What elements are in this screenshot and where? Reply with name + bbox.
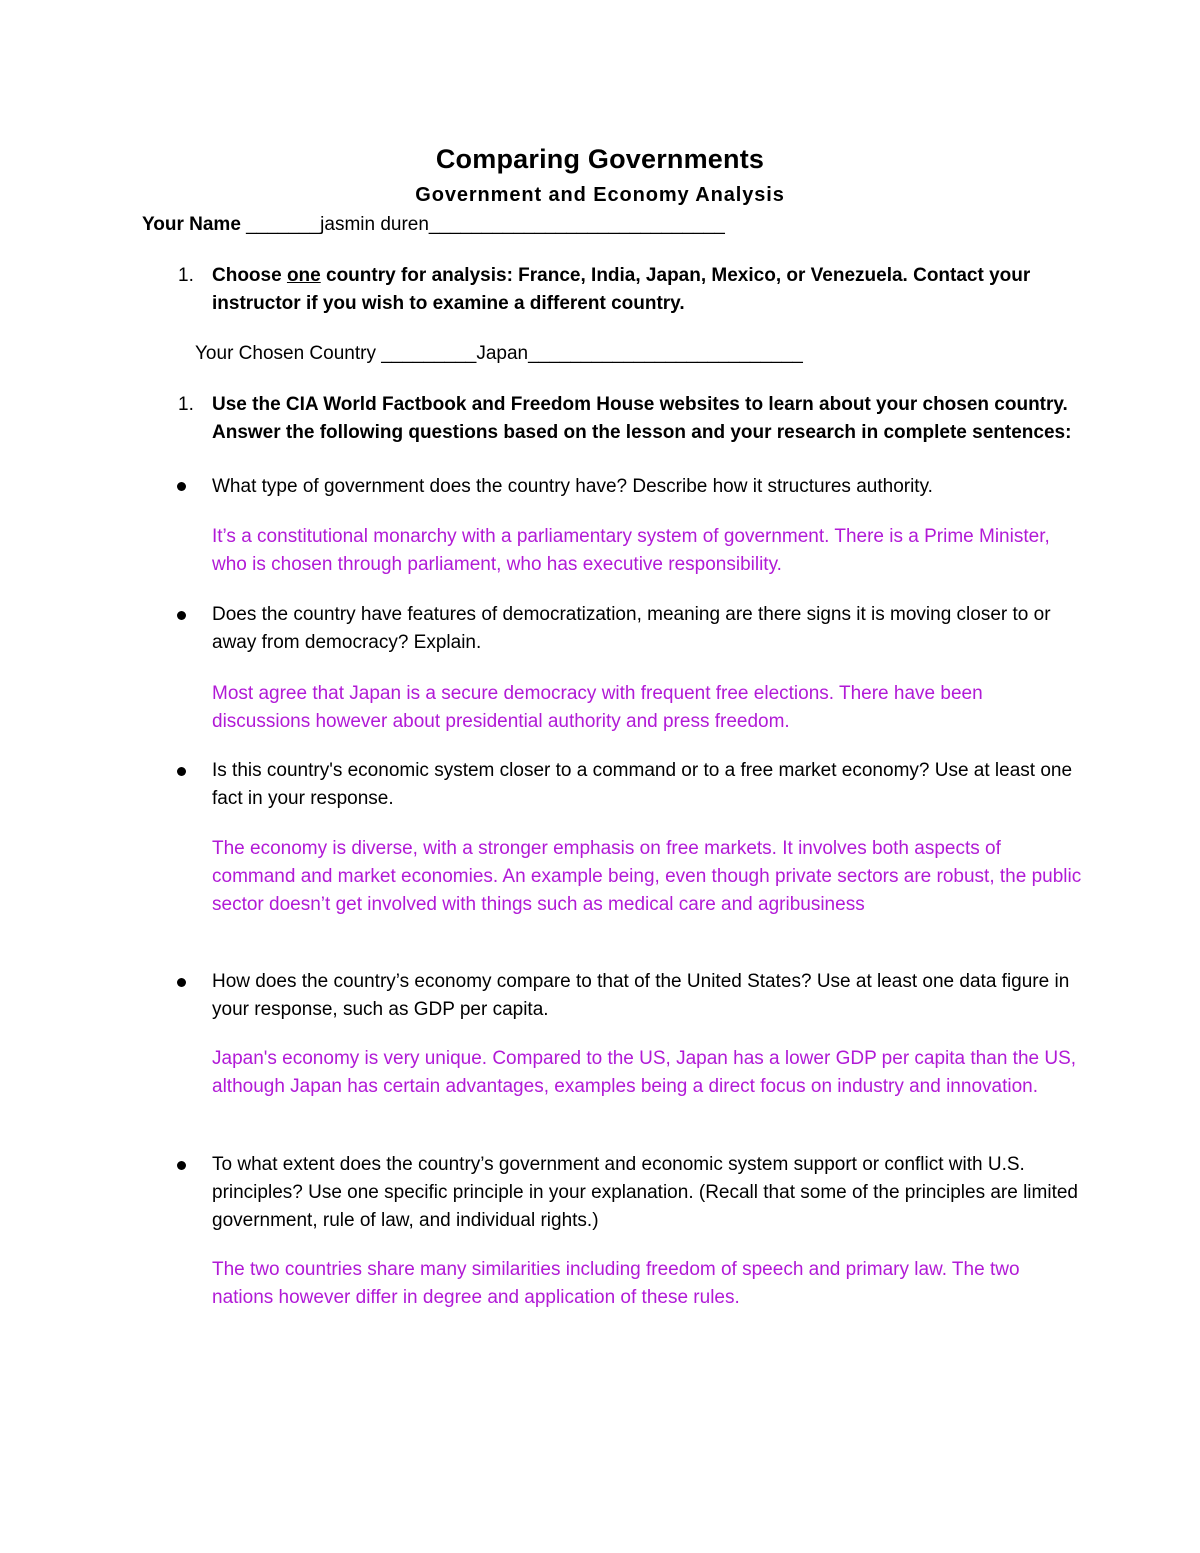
bullet-question-4: How does the country’s economy compare to that of the United States? Use at least one data figure in your response, such as GDP per capita.: [212, 971, 1070, 1020]
document-title: Comparing Governments: [435, 144, 765, 174]
bullet-icon: [177, 482, 186, 491]
bullet-question-5: To what extent does the country’s government and economic system support or conflict with U.S. principles? Use one specific principle in your explanation. (Recall that some of the principles are limited government, rule of law, and individual rights.): [212, 1154, 1078, 1231]
bullet-icon: [177, 767, 186, 776]
name-line: [142, 211, 725, 239]
bullet-answer-5: The two countries share many similarities including freedom of speech and primary law. The two nations however differ in degree and application of these rules.: [212, 1259, 1020, 1308]
question-2-number: 1.: [178, 394, 194, 415]
bullet-icon: [177, 978, 186, 987]
bullet-answer-4: Japan's economy is very unique. Compared to the US, Japan has a lower GDP per capita than the US, although Japan has certain advantages, examples being a direct focus on industry and innovation.: [212, 1048, 1077, 1097]
question-2-text: Use the CIA World Factbook and Freedom House websites to learn about your chosen country. Answer the following questions based on the lesson and your research in complete sentences:: [212, 394, 1072, 443]
document-subtitle: Government and Economy Analysis: [415, 184, 785, 206]
bullet-icon: [177, 1161, 186, 1170]
question-1-text: [212, 262, 1082, 318]
bullet-answer-1: It’s a constitutional monarchy with a parliamentary system of government. There is a Prime Minister, who is chosen through parliament, who has executive responsibility.: [212, 526, 1050, 575]
name-value: _______jasmin duren____________________________: [240, 214, 725, 235]
question-1-number: 1.: [178, 265, 194, 286]
q1-text-underlined: one: [286, 265, 321, 286]
chosen-country-line: Your Chosen Country _________Japan__________________________: [195, 343, 803, 364]
bullet-question-1: What type of government does the country have? Describe how it structures authority.: [212, 476, 933, 497]
q1-text-before: Choose: [212, 265, 287, 286]
name-label: Your Name: [142, 214, 241, 235]
bullet-question-3: Is this country's economic system closer to a command or to a free market economy? Use at least one fact in your response.: [212, 760, 1073, 809]
bullet-answer-3: The economy is diverse, with a stronger emphasis on free markets. It involves both aspects of command and market economies. An example being, even though private sectors are robust, the public sector doesn’t get involved with things such as medical care and agribusiness: [212, 838, 1082, 915]
bullet-answer-2: Most agree that Japan is a secure democracy with frequent free elections. There have been discussions however about presidential authority and press freedom.: [212, 683, 983, 732]
bullet-question-2: Does the country have features of democratization, meaning are there signs it is moving closer to or away from democracy? Explain.: [212, 604, 1051, 653]
q1-text-after: country for analysis: France, India, Japan, Mexico, or Venezuela. Contact your instructor if you wish to examine a different country.: [212, 265, 1031, 314]
bullet-icon: [177, 611, 186, 620]
